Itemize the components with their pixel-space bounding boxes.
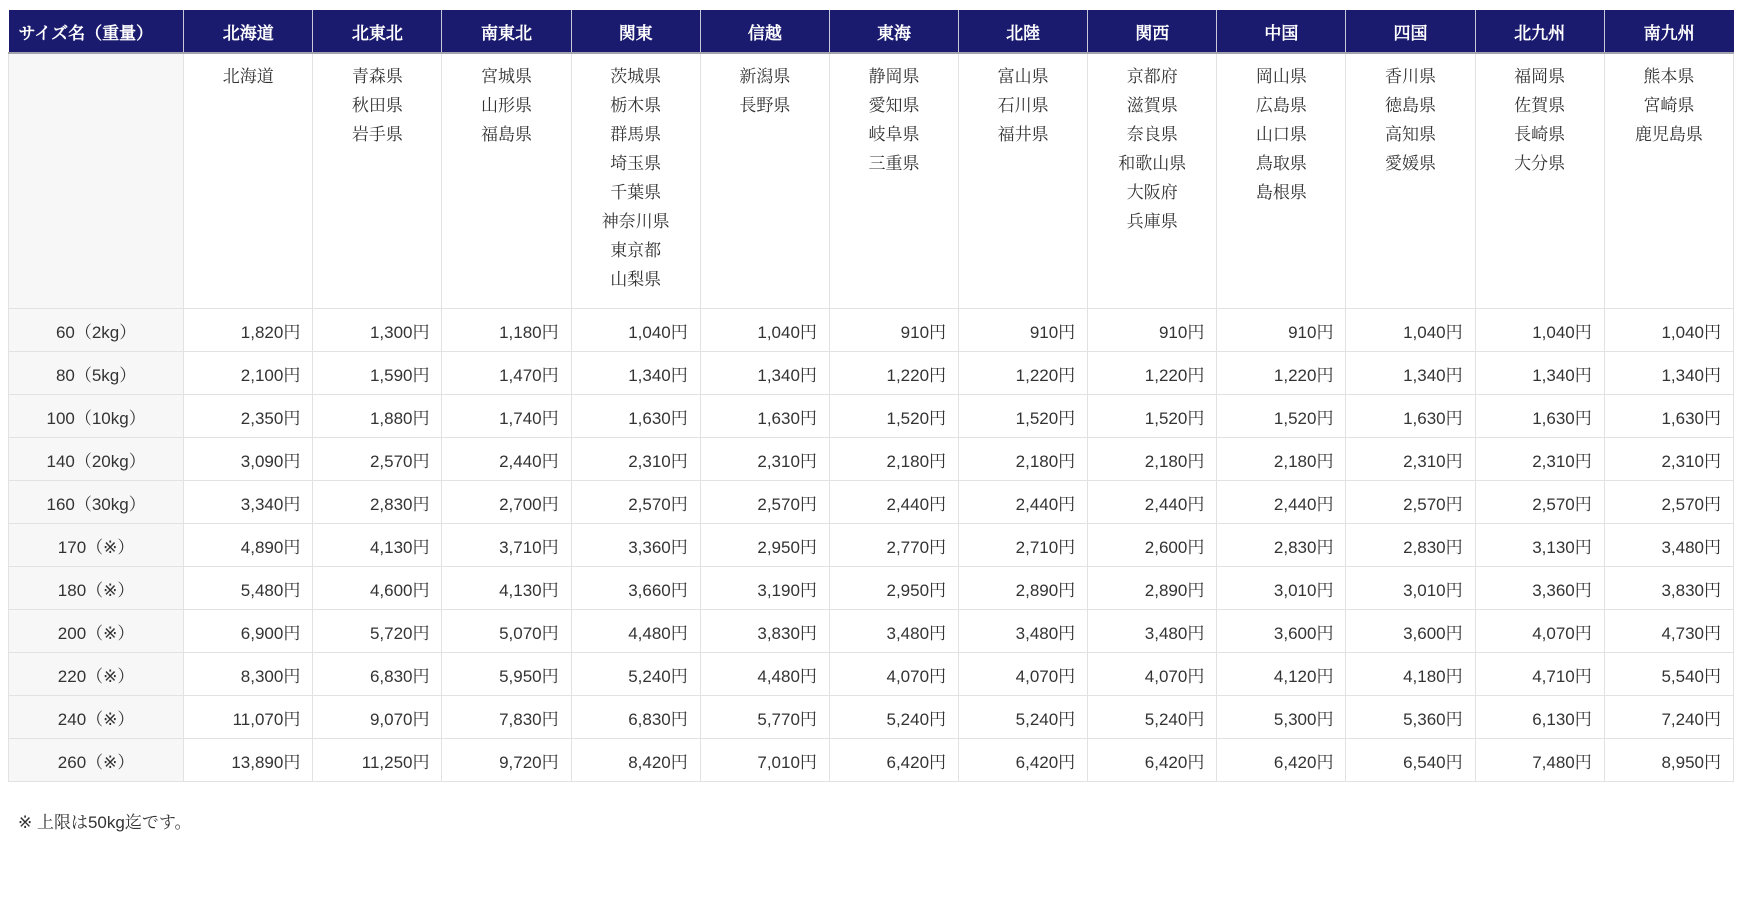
price-cell: 1,340円 <box>1604 352 1733 395</box>
price-cell: 1,630円 <box>1604 395 1733 438</box>
size-cell: 140（20kg） <box>9 438 184 481</box>
price-cell: 2,570円 <box>1475 481 1604 524</box>
table-row <box>9 696 1734 739</box>
price-cell: 1,220円 <box>829 352 958 395</box>
price-cell: 4,730円 <box>1604 610 1733 653</box>
size-cell: 180（※） <box>9 567 184 610</box>
price-cell: 3,480円 <box>1604 524 1733 567</box>
price-cell: 7,830円 <box>442 696 571 739</box>
price-cell: 2,310円 <box>1604 438 1733 481</box>
price-cell: 1,340円 <box>700 352 829 395</box>
prefecture-label: 滋賀県 <box>1126 96 1178 115</box>
prefecture-label: 新潟県 <box>739 67 791 86</box>
price-cell: 4,070円 <box>829 653 958 696</box>
price-cell: 1,630円 <box>1475 395 1604 438</box>
price-cell: 8,300円 <box>184 653 313 696</box>
prefecture-label: 山形県 <box>481 96 533 115</box>
price-cell: 3,600円 <box>1217 610 1346 653</box>
price-cell: 1,220円 <box>1088 352 1217 395</box>
price-cell: 1,740円 <box>442 395 571 438</box>
price-cell: 3,480円 <box>829 610 958 653</box>
price-cell: 910円 <box>1217 309 1346 352</box>
price-cell: 4,070円 <box>1088 653 1217 696</box>
prefecture-label: 岡山県 <box>1255 67 1307 86</box>
prefecture-cell <box>571 53 700 309</box>
rate-table-body <box>9 53 1734 782</box>
price-cell: 1,040円 <box>1475 309 1604 352</box>
price-cell: 1,180円 <box>442 309 571 352</box>
size-cell: 60（2kg） <box>9 309 184 352</box>
prefecture-label: 富山県 <box>997 67 1049 86</box>
price-cell: 910円 <box>1088 309 1217 352</box>
table-row <box>9 309 1734 352</box>
price-cell: 5,240円 <box>829 696 958 739</box>
price-cell: 2,180円 <box>829 438 958 481</box>
price-cell: 11,250円 <box>313 739 442 782</box>
price-cell: 3,830円 <box>700 610 829 653</box>
price-cell: 1,470円 <box>442 352 571 395</box>
prefecture-cell <box>959 53 1088 309</box>
prefecture-label: 福岡県 <box>1514 67 1566 86</box>
region-header: 北東北 <box>313 10 442 53</box>
price-cell: 3,830円 <box>1604 567 1733 610</box>
price-cell: 1,040円 <box>1604 309 1733 352</box>
prefecture-label: 佐賀県 <box>1514 96 1566 115</box>
price-cell: 2,700円 <box>442 481 571 524</box>
prefecture-label: 熊本県 <box>1643 67 1695 86</box>
price-cell: 1,300円 <box>313 309 442 352</box>
price-cell: 2,570円 <box>571 481 700 524</box>
region-header: 関西 <box>1088 10 1217 53</box>
prefecture-label: 北海道 <box>222 67 274 86</box>
prefecture-cell <box>1217 53 1346 309</box>
region-header: 東海 <box>829 10 958 53</box>
price-cell: 1,630円 <box>700 395 829 438</box>
prefecture-label: 岩手県 <box>351 125 403 144</box>
price-cell: 2,310円 <box>1346 438 1475 481</box>
price-cell: 2,710円 <box>959 524 1088 567</box>
price-cell: 6,420円 <box>829 739 958 782</box>
prefecture-label: 広島県 <box>1255 96 1307 115</box>
prefecture-cell <box>1475 53 1604 309</box>
price-cell: 1,040円 <box>700 309 829 352</box>
prefecture-label: 福井県 <box>997 125 1049 144</box>
price-cell: 9,720円 <box>442 739 571 782</box>
table-row <box>9 481 1734 524</box>
prefecture-cell <box>184 53 313 309</box>
price-cell: 2,570円 <box>1346 481 1475 524</box>
table-row <box>9 567 1734 610</box>
prefecture-cell <box>1604 53 1733 309</box>
price-cell: 2,310円 <box>700 438 829 481</box>
prefecture-label: 栃木県 <box>610 96 662 115</box>
price-cell: 5,770円 <box>700 696 829 739</box>
price-cell: 1,520円 <box>829 395 958 438</box>
price-cell: 1,520円 <box>1088 395 1217 438</box>
size-cell: 170（※） <box>9 524 184 567</box>
size-column-header: サイズ名（重量） <box>9 10 184 53</box>
price-cell: 4,070円 <box>959 653 1088 696</box>
table-row <box>9 352 1734 395</box>
prefecture-label: 石川県 <box>997 96 1049 115</box>
price-cell: 2,830円 <box>313 481 442 524</box>
price-cell: 2,180円 <box>1088 438 1217 481</box>
price-cell: 1,040円 <box>1346 309 1475 352</box>
price-cell: 2,770円 <box>829 524 958 567</box>
prefecture-label: 徳島県 <box>1385 96 1437 115</box>
price-cell: 5,300円 <box>1217 696 1346 739</box>
price-cell: 3,710円 <box>442 524 571 567</box>
price-cell: 1,630円 <box>571 395 700 438</box>
price-cell: 5,540円 <box>1604 653 1733 696</box>
price-cell: 4,600円 <box>313 567 442 610</box>
region-header: 北海道 <box>184 10 313 53</box>
region-header: 北陸 <box>959 10 1088 53</box>
prefecture-label: 埼玉県 <box>610 154 662 173</box>
price-cell: 8,420円 <box>571 739 700 782</box>
price-cell: 7,480円 <box>1475 739 1604 782</box>
price-cell: 3,360円 <box>1475 567 1604 610</box>
prefecture-label: 愛媛県 <box>1385 154 1437 173</box>
prefecture-row-spacer-cell <box>9 53 184 309</box>
price-cell: 2,310円 <box>1475 438 1604 481</box>
price-cell: 3,360円 <box>571 524 700 567</box>
price-cell: 4,890円 <box>184 524 313 567</box>
price-cell: 1,520円 <box>1217 395 1346 438</box>
price-cell: 2,950円 <box>829 567 958 610</box>
price-cell: 6,420円 <box>1088 739 1217 782</box>
prefecture-cell <box>1346 53 1475 309</box>
price-cell: 1,820円 <box>184 309 313 352</box>
price-cell: 1,040円 <box>571 309 700 352</box>
footnote: ※ 上限は50kg迄です。 <box>18 813 192 832</box>
prefecture-label: 京都府 <box>1126 67 1178 86</box>
size-cell: 160（30kg） <box>9 481 184 524</box>
price-cell: 4,480円 <box>571 610 700 653</box>
prefecture-row <box>9 53 1734 309</box>
price-cell: 2,100円 <box>184 352 313 395</box>
price-cell: 2,830円 <box>1217 524 1346 567</box>
region-header: 中国 <box>1217 10 1346 53</box>
price-cell: 2,350円 <box>184 395 313 438</box>
prefecture-label: 長崎県 <box>1514 125 1566 144</box>
price-cell: 2,570円 <box>313 438 442 481</box>
price-cell: 5,240円 <box>571 653 700 696</box>
price-cell: 910円 <box>829 309 958 352</box>
prefecture-cell <box>829 53 958 309</box>
size-cell: 200（※） <box>9 610 184 653</box>
price-cell: 2,440円 <box>1088 481 1217 524</box>
table-row <box>9 739 1734 782</box>
price-cell: 4,480円 <box>700 653 829 696</box>
prefecture-label: 島根県 <box>1255 183 1307 202</box>
prefecture-label: 群馬県 <box>610 125 662 144</box>
price-cell: 1,340円 <box>571 352 700 395</box>
prefecture-label: 茨城県 <box>610 67 662 86</box>
price-cell: 1,630円 <box>1346 395 1475 438</box>
price-cell: 7,010円 <box>700 739 829 782</box>
price-cell: 2,180円 <box>1217 438 1346 481</box>
price-cell: 2,440円 <box>959 481 1088 524</box>
price-cell: 4,120円 <box>1217 653 1346 696</box>
price-cell: 3,480円 <box>1088 610 1217 653</box>
prefecture-label: 三重県 <box>868 154 920 173</box>
price-cell: 3,600円 <box>1346 610 1475 653</box>
price-cell: 910円 <box>959 309 1088 352</box>
price-cell: 3,190円 <box>700 567 829 610</box>
prefecture-label: 山梨県 <box>610 270 662 289</box>
price-cell: 2,440円 <box>442 438 571 481</box>
price-cell: 4,130円 <box>442 567 571 610</box>
price-cell: 2,950円 <box>700 524 829 567</box>
price-cell: 4,180円 <box>1346 653 1475 696</box>
price-cell: 2,830円 <box>1346 524 1475 567</box>
region-header: 信越 <box>700 10 829 53</box>
price-cell: 1,220円 <box>1217 352 1346 395</box>
price-cell: 6,900円 <box>184 610 313 653</box>
table-row <box>9 395 1734 438</box>
prefecture-label: 宮城県 <box>481 67 533 86</box>
price-cell: 3,660円 <box>571 567 700 610</box>
price-cell: 1,880円 <box>313 395 442 438</box>
price-cell: 5,720円 <box>313 610 442 653</box>
price-cell: 1,340円 <box>1346 352 1475 395</box>
price-cell: 6,130円 <box>1475 696 1604 739</box>
price-cell: 2,890円 <box>1088 567 1217 610</box>
region-header: 南東北 <box>442 10 571 53</box>
prefecture-label: 山口県 <box>1255 125 1307 144</box>
region-header: 南九州 <box>1604 10 1733 53</box>
price-cell: 2,310円 <box>571 438 700 481</box>
prefecture-label: 青森県 <box>351 67 403 86</box>
price-cell: 2,600円 <box>1088 524 1217 567</box>
price-cell: 4,130円 <box>313 524 442 567</box>
price-cell: 5,950円 <box>442 653 571 696</box>
price-cell: 13,890円 <box>184 739 313 782</box>
table-row <box>9 653 1734 696</box>
price-cell: 5,240円 <box>1088 696 1217 739</box>
price-cell: 6,420円 <box>959 739 1088 782</box>
prefecture-label: 高知県 <box>1385 125 1437 144</box>
prefecture-label: 福島県 <box>481 125 533 144</box>
price-cell: 3,090円 <box>184 438 313 481</box>
region-header: 四国 <box>1346 10 1475 53</box>
price-cell: 3,340円 <box>184 481 313 524</box>
price-cell: 5,360円 <box>1346 696 1475 739</box>
region-header: 北九州 <box>1475 10 1604 53</box>
prefecture-label: 兵庫県 <box>1126 212 1178 231</box>
price-cell: 2,890円 <box>959 567 1088 610</box>
prefecture-label: 東京都 <box>610 241 662 260</box>
size-cell: 80（5kg） <box>9 352 184 395</box>
price-cell: 2,180円 <box>959 438 1088 481</box>
prefecture-label: 大阪府 <box>1126 183 1178 202</box>
shipping-rate-table <box>8 10 1734 782</box>
prefecture-label: 奈良県 <box>1126 125 1178 144</box>
prefecture-label: 静岡県 <box>868 67 920 86</box>
price-cell: 3,130円 <box>1475 524 1604 567</box>
price-cell: 8,950円 <box>1604 739 1733 782</box>
price-cell: 1,590円 <box>313 352 442 395</box>
prefecture-label: 鳥取県 <box>1255 154 1307 173</box>
table-row <box>9 438 1734 481</box>
size-cell: 240（※） <box>9 696 184 739</box>
prefecture-label: 長野県 <box>739 96 791 115</box>
price-cell: 1,340円 <box>1475 352 1604 395</box>
prefecture-label: 香川県 <box>1385 67 1437 86</box>
size-cell: 100（10kg） <box>9 395 184 438</box>
price-cell: 5,480円 <box>184 567 313 610</box>
price-cell: 6,830円 <box>313 653 442 696</box>
prefecture-cell <box>442 53 571 309</box>
price-cell: 3,480円 <box>959 610 1088 653</box>
prefecture-label: 大分県 <box>1514 154 1566 173</box>
price-cell: 1,220円 <box>959 352 1088 395</box>
price-cell: 2,570円 <box>1604 481 1733 524</box>
prefecture-label: 千葉県 <box>610 183 662 202</box>
prefecture-label: 鹿児島県 <box>1634 125 1703 144</box>
price-cell: 1,520円 <box>959 395 1088 438</box>
price-cell: 6,830円 <box>571 696 700 739</box>
prefecture-cell <box>1088 53 1217 309</box>
prefecture-label: 岐阜県 <box>868 125 920 144</box>
table-row <box>9 610 1734 653</box>
price-cell: 11,070円 <box>184 696 313 739</box>
prefecture-cell <box>700 53 829 309</box>
size-cell: 220（※） <box>9 653 184 696</box>
prefecture-label: 愛知県 <box>868 96 920 115</box>
price-cell: 6,420円 <box>1217 739 1346 782</box>
region-header: 関東 <box>571 10 700 53</box>
price-cell: 3,010円 <box>1217 567 1346 610</box>
price-cell: 2,440円 <box>829 481 958 524</box>
price-cell: 2,440円 <box>1217 481 1346 524</box>
prefecture-label: 和歌山県 <box>1118 154 1187 173</box>
size-cell: 260（※） <box>9 739 184 782</box>
prefecture-cell <box>313 53 442 309</box>
region-header-row <box>9 10 1734 53</box>
price-cell: 9,070円 <box>313 696 442 739</box>
price-cell: 4,070円 <box>1475 610 1604 653</box>
price-cell: 2,570円 <box>700 481 829 524</box>
table-row <box>9 524 1734 567</box>
price-cell: 5,240円 <box>959 696 1088 739</box>
prefecture-label: 宮崎県 <box>1643 96 1695 115</box>
price-cell: 7,240円 <box>1604 696 1733 739</box>
price-cell: 5,070円 <box>442 610 571 653</box>
price-cell: 6,540円 <box>1346 739 1475 782</box>
prefecture-label: 秋田県 <box>351 96 403 115</box>
prefecture-label: 神奈川県 <box>601 212 670 231</box>
price-cell: 4,710円 <box>1475 653 1604 696</box>
price-cell: 3,010円 <box>1346 567 1475 610</box>
